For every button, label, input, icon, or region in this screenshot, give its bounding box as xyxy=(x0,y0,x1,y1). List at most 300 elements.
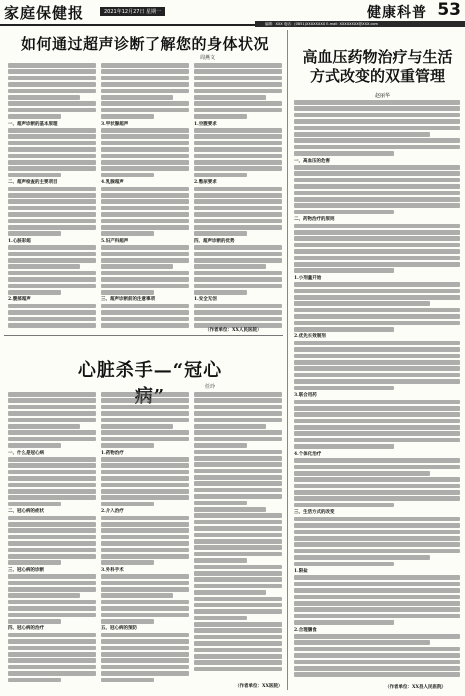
text-line xyxy=(8,323,96,328)
text-line xyxy=(8,258,96,263)
text-line xyxy=(194,317,282,322)
text-line xyxy=(8,437,96,442)
text-line xyxy=(294,366,460,371)
text-line xyxy=(194,660,282,665)
text-line xyxy=(8,548,96,553)
text-line xyxy=(8,528,96,533)
text-line xyxy=(294,640,430,645)
text-line xyxy=(101,424,173,429)
text-line xyxy=(294,151,394,156)
text-line xyxy=(8,619,61,624)
text-line xyxy=(194,63,282,68)
text-line xyxy=(294,341,460,346)
text-line xyxy=(101,574,189,579)
text-line xyxy=(101,271,189,276)
article-subheading: 2.优先长效制剂 xyxy=(294,334,326,340)
text-line xyxy=(101,658,189,663)
text-line xyxy=(294,354,460,359)
text-line xyxy=(294,542,460,547)
text-line xyxy=(294,379,460,384)
article-subheading: 1.心脏彩超 xyxy=(8,238,31,244)
text-line xyxy=(294,327,394,332)
text-line xyxy=(294,496,460,501)
text-line xyxy=(294,106,460,111)
text-line xyxy=(294,256,460,261)
text-line xyxy=(194,507,266,512)
article-divider xyxy=(4,335,283,336)
text-line xyxy=(101,317,189,322)
text-line xyxy=(101,82,189,87)
text-line xyxy=(294,184,460,189)
column-divider xyxy=(287,30,288,690)
text-line xyxy=(8,284,96,289)
text-line xyxy=(8,304,96,309)
text-line xyxy=(294,400,460,405)
article-subheading: 3.甲状腺超声 xyxy=(101,121,129,127)
text-line xyxy=(294,412,460,417)
text-line xyxy=(8,160,96,165)
text-line xyxy=(101,541,189,546)
text-line xyxy=(294,113,460,118)
section-title: 健康科普 xyxy=(367,5,427,21)
text-line xyxy=(101,160,189,165)
text-line xyxy=(8,245,96,250)
article-subheading: 二、药物治疗的原则 xyxy=(294,217,335,223)
text-line xyxy=(294,634,460,639)
text-line xyxy=(8,277,96,282)
text-line xyxy=(101,430,189,435)
text-line xyxy=(294,517,460,522)
text-line xyxy=(101,678,154,683)
text-line xyxy=(294,178,460,183)
page-number: 53 xyxy=(437,0,461,20)
text-line xyxy=(194,206,282,211)
article-source: （作者单位：XX县人民医院） xyxy=(385,685,446,690)
text-line xyxy=(8,639,96,644)
text-line xyxy=(294,360,460,365)
text-line xyxy=(294,490,460,495)
article-title: 如何通过超声诊断了解您的身体状况 xyxy=(20,35,269,53)
text-line xyxy=(8,193,96,198)
article-subheading: 二、超声检查的主要项目 xyxy=(8,180,58,186)
text-line xyxy=(194,430,282,435)
article-subheading: 2.腹部超声 xyxy=(8,297,31,303)
text-line xyxy=(194,481,282,486)
text-line xyxy=(8,457,96,462)
text-line xyxy=(101,147,189,152)
text-line xyxy=(8,516,96,521)
text-line xyxy=(194,648,282,653)
text-line xyxy=(8,470,96,475)
text-line xyxy=(294,145,460,150)
text-line xyxy=(8,219,96,224)
text-line xyxy=(194,494,282,499)
text-line xyxy=(8,671,96,676)
text-line xyxy=(8,606,96,611)
text-line xyxy=(8,476,96,481)
text-line xyxy=(194,456,282,461)
text-line xyxy=(8,633,96,638)
text-line xyxy=(101,398,189,403)
text-line xyxy=(294,119,460,124)
text-line xyxy=(101,173,154,178)
article-subheading: 2.合理膳食 xyxy=(294,627,317,633)
text-line xyxy=(101,128,189,133)
text-line xyxy=(194,584,282,589)
text-line xyxy=(101,619,154,624)
text-line xyxy=(194,82,282,87)
text-line xyxy=(101,560,154,565)
text-line xyxy=(294,672,460,677)
article-subheading: 三、超声诊断前的注意事项 xyxy=(101,297,155,303)
text-line xyxy=(294,601,460,606)
text-line xyxy=(294,224,460,229)
text-line xyxy=(194,539,282,544)
text-line xyxy=(101,108,189,113)
text-line xyxy=(194,271,282,276)
text-line xyxy=(294,582,460,587)
text-line xyxy=(101,199,189,204)
text-line xyxy=(194,154,282,159)
text-line xyxy=(194,89,282,94)
text-line xyxy=(101,284,189,289)
text-line xyxy=(294,138,460,143)
text-line xyxy=(194,667,282,672)
article-subheading: 2.憋尿要求 xyxy=(194,180,217,186)
text-line xyxy=(101,671,189,676)
text-line xyxy=(294,165,460,170)
text-line xyxy=(194,160,282,165)
text-line xyxy=(194,603,282,608)
text-line xyxy=(101,206,189,211)
text-line xyxy=(8,411,96,416)
text-line xyxy=(194,264,266,269)
text-line xyxy=(8,252,96,257)
text-line xyxy=(294,647,460,652)
text-line xyxy=(294,282,460,287)
text-line xyxy=(294,465,460,470)
text-line xyxy=(194,501,247,506)
text-line xyxy=(101,69,189,74)
text-line xyxy=(8,154,96,159)
text-line xyxy=(294,301,430,306)
text-line xyxy=(294,132,430,137)
text-line xyxy=(194,290,247,295)
text-line xyxy=(8,522,96,527)
text-line xyxy=(8,206,96,211)
text-line xyxy=(101,535,189,540)
text-line xyxy=(194,199,282,204)
text-line xyxy=(294,653,460,658)
text-line xyxy=(194,258,282,263)
text-line xyxy=(194,533,282,538)
text-line xyxy=(101,613,189,618)
text-line xyxy=(294,126,460,131)
text-line xyxy=(101,476,189,481)
text-line xyxy=(101,405,189,410)
text-line xyxy=(294,308,460,313)
text-line xyxy=(294,438,460,443)
text-line xyxy=(8,535,96,540)
text-line xyxy=(101,593,173,598)
text-line xyxy=(194,304,282,309)
text-line xyxy=(294,431,460,436)
text-line xyxy=(294,347,460,352)
text-line xyxy=(101,212,189,217)
text-line xyxy=(294,444,394,449)
text-line xyxy=(194,654,282,659)
text-line xyxy=(101,187,189,192)
text-line xyxy=(294,230,460,235)
text-line xyxy=(101,489,189,494)
text-line xyxy=(101,114,154,119)
text-line xyxy=(101,463,189,468)
text-line xyxy=(101,639,189,644)
text-line xyxy=(194,565,282,570)
text-line xyxy=(101,258,189,263)
text-line xyxy=(194,443,247,448)
text-line xyxy=(194,622,282,627)
text-line xyxy=(101,219,189,224)
article-subheading: 5.妇产科超声 xyxy=(101,238,129,244)
text-line xyxy=(294,595,460,600)
text-line xyxy=(101,581,189,586)
text-line xyxy=(294,243,460,248)
issue-date: 2021年12月27日 星期一 xyxy=(100,7,165,16)
text-line xyxy=(8,463,96,468)
text-line xyxy=(194,398,282,403)
article-author: 任玲 xyxy=(205,384,216,390)
text-line xyxy=(101,646,189,651)
text-line xyxy=(194,571,282,576)
text-line xyxy=(194,212,282,217)
article-subheading: 三、冠心病的诊断 xyxy=(8,567,44,573)
text-line xyxy=(294,406,460,411)
text-line xyxy=(194,545,282,550)
text-line xyxy=(8,199,96,204)
text-line xyxy=(194,450,282,455)
text-line xyxy=(8,173,61,178)
text-line xyxy=(8,418,96,423)
text-line xyxy=(8,317,96,322)
text-line xyxy=(294,484,460,489)
article-subheading: 四、冠心病的治疗 xyxy=(8,626,44,632)
article-source: （作者单位：XX医院） xyxy=(235,684,283,689)
text-line xyxy=(194,520,282,525)
text-line xyxy=(294,425,460,430)
text-line xyxy=(8,587,96,592)
text-line xyxy=(194,411,282,416)
article-body-column xyxy=(8,392,96,686)
article-subheading: 1.小剂量开始 xyxy=(294,275,322,281)
article-subheading: 1.空腹要求 xyxy=(194,121,217,127)
text-line xyxy=(101,606,189,611)
text-line xyxy=(194,284,282,289)
text-line xyxy=(101,89,189,94)
text-line xyxy=(194,95,266,100)
text-line xyxy=(294,419,460,424)
text-line xyxy=(294,523,460,528)
text-line xyxy=(8,225,96,230)
article-subheading: 3.外科手术 xyxy=(101,567,124,573)
text-line xyxy=(101,554,189,559)
article-body-column xyxy=(8,63,96,328)
text-line xyxy=(8,392,96,397)
text-line xyxy=(294,458,460,463)
text-line xyxy=(8,166,96,171)
text-line xyxy=(194,513,282,518)
article-subheading: 1.安全无创 xyxy=(194,297,217,303)
text-line xyxy=(294,295,460,300)
text-line xyxy=(294,268,394,273)
text-line xyxy=(101,633,189,638)
text-line xyxy=(8,658,96,663)
text-line xyxy=(8,76,96,81)
text-line xyxy=(8,646,96,651)
article-subheading: 一、什么是冠心病 xyxy=(8,450,44,456)
article-body-column xyxy=(101,63,189,328)
article-body-column xyxy=(101,392,189,686)
text-line xyxy=(101,245,189,250)
text-line xyxy=(294,236,460,241)
text-line xyxy=(294,588,460,593)
article-subheading: 1.药物治疗 xyxy=(101,450,124,456)
text-line xyxy=(194,134,282,139)
text-line xyxy=(101,76,189,81)
text-line xyxy=(294,555,430,560)
text-line xyxy=(101,528,189,533)
article-subheading: 四、超声诊断的优势 xyxy=(194,238,235,244)
text-line xyxy=(194,225,282,230)
text-line xyxy=(101,166,189,171)
text-line xyxy=(8,114,61,119)
text-line xyxy=(294,262,460,267)
text-line xyxy=(8,678,61,683)
text-line xyxy=(8,398,96,403)
text-line xyxy=(8,108,96,113)
text-line xyxy=(294,530,460,535)
article-author: 赵丽华 xyxy=(375,93,391,99)
text-line xyxy=(8,581,96,586)
article-subheading: 2.介入治疗 xyxy=(101,509,124,515)
text-line xyxy=(194,277,282,282)
text-line xyxy=(8,424,80,429)
text-line xyxy=(194,628,282,633)
text-line xyxy=(101,304,189,309)
text-line xyxy=(8,264,80,269)
text-line xyxy=(101,502,154,507)
text-line xyxy=(8,231,61,236)
text-line xyxy=(294,386,394,391)
text-line xyxy=(194,641,282,646)
text-line xyxy=(194,462,282,467)
text-line xyxy=(294,373,460,378)
article-subheading: 五、冠心病的预防 xyxy=(101,626,137,632)
text-line xyxy=(294,614,460,619)
text-line xyxy=(194,392,282,397)
text-line xyxy=(8,613,96,618)
text-line xyxy=(194,166,282,171)
text-line xyxy=(194,590,266,595)
text-line xyxy=(8,141,96,146)
text-line xyxy=(101,134,189,139)
text-line xyxy=(194,193,282,198)
article-subheading: 3.联合用药 xyxy=(294,393,317,399)
text-line xyxy=(8,82,96,87)
text-line xyxy=(194,76,282,81)
text-line xyxy=(101,252,189,257)
text-line xyxy=(101,264,173,269)
article-title: 高血压药物治疗与生活方式改变的双重管理 xyxy=(302,48,453,85)
text-line xyxy=(194,245,282,250)
text-line xyxy=(101,141,189,146)
text-line xyxy=(194,173,247,178)
text-line xyxy=(294,321,460,326)
article-subheading: 三、生活方式的改变 xyxy=(294,510,335,516)
text-line xyxy=(194,577,282,582)
text-line xyxy=(294,666,460,671)
text-line xyxy=(8,489,96,494)
text-line xyxy=(294,471,430,476)
newspaper-name: 家庭保健报 xyxy=(4,4,85,22)
text-line xyxy=(194,616,247,621)
text-line xyxy=(101,652,189,657)
text-line xyxy=(8,290,61,295)
text-line xyxy=(194,69,282,74)
text-line xyxy=(8,483,96,488)
article-author: 周燕文 xyxy=(200,55,216,61)
text-line xyxy=(294,171,460,176)
text-line xyxy=(294,536,460,541)
text-line xyxy=(8,212,96,217)
text-line xyxy=(294,100,460,105)
text-line xyxy=(294,191,460,196)
text-line xyxy=(194,405,282,410)
text-line xyxy=(294,660,460,665)
text-line xyxy=(8,502,61,507)
text-line xyxy=(101,522,189,527)
text-line xyxy=(101,600,189,605)
article-subheading: 1.限盐 xyxy=(294,568,308,574)
text-line xyxy=(8,128,96,133)
editor-contact-bar: 编辑：XXX 电话：(0851)XXXXXXXX E-mail: XXXXXXXX@XXX.com xyxy=(255,21,465,27)
text-line xyxy=(8,101,96,106)
text-line xyxy=(101,587,189,592)
text-line xyxy=(194,114,247,119)
text-line xyxy=(194,552,282,557)
text-line xyxy=(8,665,96,670)
text-line xyxy=(101,323,189,328)
text-line xyxy=(194,128,282,133)
text-line xyxy=(101,495,189,500)
text-line xyxy=(194,147,282,152)
text-line xyxy=(294,210,394,215)
text-line xyxy=(194,475,282,480)
text-line xyxy=(194,635,282,640)
text-line xyxy=(294,562,394,567)
text-line xyxy=(194,488,282,493)
article-subheading: 一、高血压的危害 xyxy=(294,158,330,164)
text-line xyxy=(194,437,282,442)
text-line xyxy=(8,134,96,139)
text-line xyxy=(8,574,96,579)
text-line xyxy=(101,225,189,230)
text-line xyxy=(8,541,96,546)
text-line xyxy=(194,469,282,474)
text-line xyxy=(101,310,189,315)
text-line xyxy=(194,101,282,106)
text-line xyxy=(101,290,154,295)
